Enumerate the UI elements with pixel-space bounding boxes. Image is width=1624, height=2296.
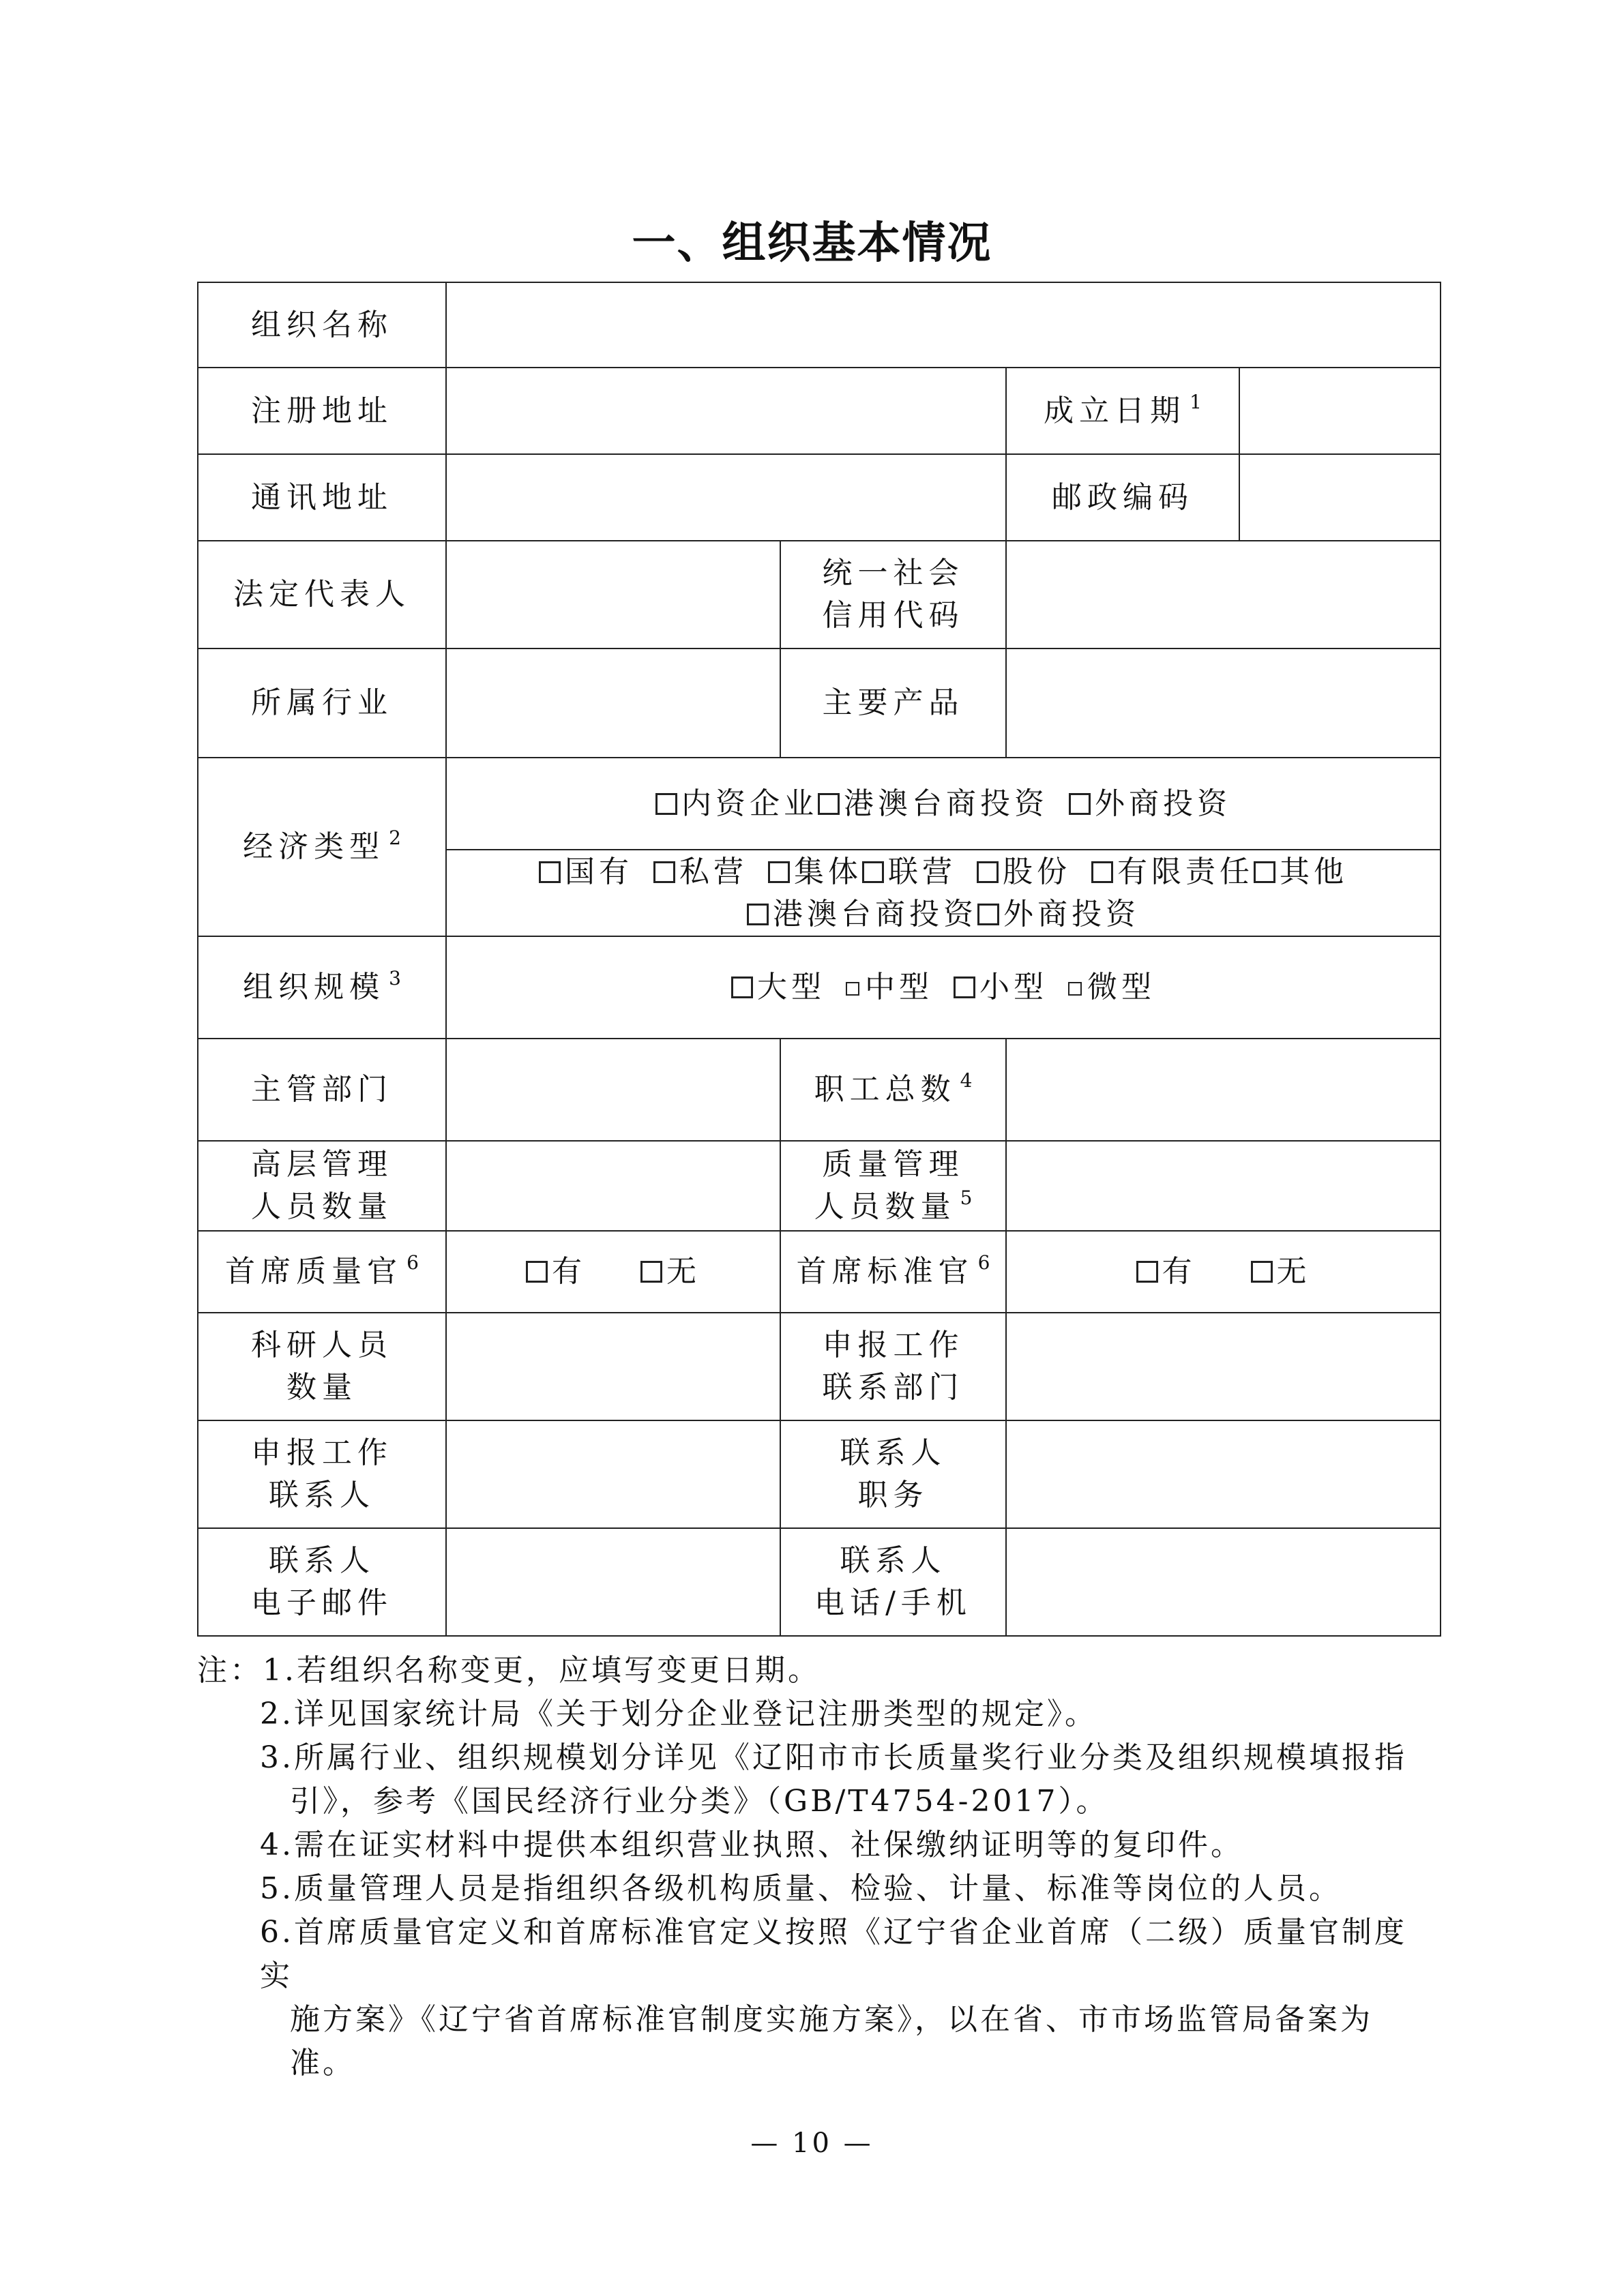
checkbox-icon[interactable]	[747, 904, 769, 925]
option-other[interactable]	[1254, 851, 1348, 893]
footnote-ref-5: 5	[960, 1187, 973, 1209]
option-joint-label: 联营	[888, 854, 956, 889]
label-contact-phone-line2: 电话/手机	[814, 1585, 972, 1620]
checkbox-icon[interactable]	[768, 861, 790, 883]
option-large-label: 大型	[757, 970, 825, 1004]
footnote-ref-3: 3	[389, 967, 401, 989]
checkbox-icon[interactable]	[977, 904, 999, 925]
notes-prefix: 注：	[197, 1653, 263, 1688]
footnote-ref-2: 2	[389, 826, 401, 849]
option-hmt-invest[interactable]	[818, 783, 1048, 825]
label-research-line1: 科研人员	[251, 1328, 393, 1362]
label-senior-mgmt-line2: 人员数量	[251, 1189, 393, 1224]
contact-title-field[interactable]	[1006, 1420, 1441, 1528]
option-cqo-yes[interactable]	[526, 1251, 586, 1293]
option-micro[interactable]	[1068, 966, 1155, 1009]
option-cso-yes-label: 有	[1162, 1254, 1196, 1289]
label-legal-rep: 法定代表人	[198, 541, 446, 648]
label-staff-total-text: 职工总数	[814, 1072, 956, 1107]
contact-phone-field[interactable]	[1006, 1528, 1441, 1636]
label-econ-type	[198, 758, 446, 936]
checkbox-icon[interactable]	[954, 976, 975, 998]
footnote-3-line1: 3.所属行业、组织规模划分详见《辽阳市市长质量奖行业分类及组织规模填报指	[260, 1740, 1407, 1775]
org-info-table	[197, 282, 1441, 1637]
option-cqo-no[interactable]	[640, 1251, 700, 1293]
option-collective-label: 集体	[794, 854, 862, 889]
footnote-6-line1: 6.首席质量官定义和首席标准官定义按照《辽宁省企业首席（二级）质量官制度实	[260, 1915, 1407, 1993]
label-quality-mgmt-line2	[781, 1186, 1005, 1228]
option-micro-label: 微型	[1087, 970, 1155, 1004]
footnote-6	[197, 1911, 1425, 2085]
checkbox-icon[interactable]	[862, 861, 884, 883]
label-research-line2: 数量	[286, 1370, 357, 1405]
row-org-scale	[198, 936, 1441, 1039]
option-cso-yes[interactable]	[1136, 1251, 1196, 1293]
label-contact-email-line1: 联系人	[269, 1543, 375, 1578]
label-cso	[780, 1231, 1006, 1313]
row-apply-contact	[198, 1420, 1441, 1528]
option-limited-liability-label: 有限责任	[1117, 854, 1254, 889]
checkbox-icon[interactable]	[526, 1261, 548, 1283]
footnote-3	[197, 1736, 1425, 1823]
reg-address-field[interactable]	[446, 368, 1006, 454]
row-reg-address	[198, 368, 1441, 454]
option-medium-label: 中型	[865, 970, 933, 1004]
label-contact-title-line2: 职务	[857, 1478, 929, 1512]
option-domestic-label: 内资企业	[681, 786, 818, 821]
label-contact-phone-line1: 联系人	[840, 1543, 947, 1578]
label-contact-phone	[780, 1528, 1006, 1636]
footnote-1-line1: 1.若组织名称变更，应填写变更日期。	[263, 1653, 821, 1688]
found-date-field[interactable]	[1239, 368, 1441, 454]
label-org-scale	[198, 936, 446, 1039]
checkbox-icon[interactable]	[1254, 861, 1275, 883]
option-medium[interactable]	[846, 966, 933, 1009]
label-quality-mgmt-line1: 质量管理	[822, 1147, 964, 1182]
senior-mgmt-field[interactable]	[446, 1141, 780, 1231]
footnote-6-line2: 施方案》《辽宁省首席标准官制度实施方案》，以在省、市市场监管局备案为	[290, 2002, 1373, 2037]
row-industry	[198, 648, 1441, 758]
label-contact-title-line1: 联系人	[840, 1435, 947, 1470]
checkbox-icon[interactable]	[653, 861, 675, 883]
page-title: 一、组织基本情况	[632, 218, 992, 269]
option-domestic[interactable]	[655, 783, 818, 825]
label-apply-contact-line1: 申报工作	[251, 1435, 393, 1470]
option-state-owned-label: 国有	[565, 854, 633, 889]
label-found-date	[1006, 368, 1239, 454]
label-mail-address: 通讯地址	[198, 454, 446, 541]
option-private-label: 私营	[679, 854, 748, 889]
checkbox-icon[interactable]	[655, 793, 677, 815]
row-senior-mgmt	[198, 1141, 1441, 1231]
checkbox-icon[interactable]	[977, 861, 999, 883]
apply-contact-field[interactable]	[446, 1420, 780, 1528]
label-apply-contact	[198, 1420, 446, 1528]
label-credit-code-line2: 信用代码	[822, 598, 964, 633]
checkbox-icon[interactable]	[1068, 982, 1082, 996]
row-supervisor	[198, 1039, 1441, 1141]
option-small[interactable]	[954, 966, 1048, 1009]
label-industry: 所属行业	[198, 648, 446, 758]
footnote-4	[197, 1823, 1425, 1867]
label-postcode: 邮政编码	[1006, 454, 1239, 541]
footnote-5	[197, 1867, 1425, 1911]
row-chief-officers	[198, 1231, 1441, 1313]
label-credit-code	[780, 541, 1006, 648]
checkbox-icon[interactable]	[731, 976, 753, 998]
option-shareholding[interactable]	[977, 851, 1071, 893]
option-hmt-invest-label: 港澳台商投资	[844, 786, 1048, 821]
label-supervisor: 主管部门	[198, 1039, 446, 1141]
footnote-ref-6b: 6	[977, 1251, 990, 1274]
footnote-ref-4: 4	[960, 1069, 973, 1092]
label-main-product: 主要产品	[780, 648, 1006, 758]
label-contact-title	[780, 1420, 1006, 1528]
checkbox-icon[interactable]	[846, 982, 859, 996]
option-hmt-invest-2[interactable]	[747, 893, 977, 936]
label-senior-mgmt	[198, 1141, 446, 1231]
checkbox-icon[interactable]	[1069, 793, 1091, 815]
checkbox-icon[interactable]	[818, 793, 840, 815]
checkbox-icon[interactable]	[539, 861, 561, 883]
label-research	[198, 1313, 446, 1420]
footnote-2-line1: 2.详见国家统计局《关于划分企业登记注册类型的规定》。	[260, 1697, 1097, 1731]
label-cqo	[198, 1231, 446, 1313]
option-other-label: 其他	[1280, 854, 1348, 889]
option-collective[interactable]	[768, 851, 862, 893]
quality-mgmt-field[interactable]	[1006, 1141, 1441, 1231]
row-mail-address	[198, 454, 1441, 541]
label-contact-email	[198, 1528, 446, 1636]
label-senior-mgmt-line1: 高层管理	[251, 1147, 393, 1182]
capital-source-options	[446, 758, 1441, 850]
row-econ-type-a	[198, 758, 1441, 850]
org-name-field[interactable]	[446, 282, 1441, 368]
page-number: — 10 —	[750, 2128, 874, 2159]
apply-dept-field[interactable]	[1006, 1313, 1441, 1420]
label-cso-text: 首席标准官	[796, 1254, 974, 1289]
label-org-scale-text: 组织规模	[243, 970, 385, 1004]
footnote-5-line1: 5.质量管理人员是指组织各级机构质量、检验、计量、标准等岗位的人员。	[260, 1871, 1342, 1906]
cqo-options	[446, 1231, 780, 1313]
checkbox-icon[interactable]	[1251, 1261, 1273, 1283]
contact-email-field[interactable]	[446, 1528, 780, 1636]
option-private[interactable]	[653, 851, 748, 893]
main-product-field[interactable]	[1006, 648, 1441, 758]
label-staff-total	[780, 1039, 1006, 1141]
label-apply-dept	[780, 1313, 1006, 1420]
option-joint[interactable]	[862, 851, 956, 893]
footnote-2	[197, 1693, 1425, 1736]
footnote-3-line2: 引》，参考《国民经济行业分类》（GB/T4754-2017）。	[290, 1784, 1109, 1819]
industry-field[interactable]	[446, 648, 780, 758]
footnote-6-line3: 准。	[290, 2046, 355, 2081]
option-foreign-invest-label: 外商投资	[1095, 786, 1231, 821]
label-credit-code-line1: 统一社会	[822, 556, 964, 591]
option-limited-liability[interactable]	[1091, 851, 1254, 893]
label-org-name: 组织名称	[198, 282, 446, 368]
option-cso-no-label: 无	[1276, 1254, 1311, 1289]
option-foreign-invest-2-label: 外商投资	[1003, 896, 1140, 931]
supervisor-field[interactable]	[446, 1039, 780, 1141]
footnote-1	[197, 1649, 1425, 1693]
checkbox-icon[interactable]	[640, 1261, 662, 1283]
row-org-name	[198, 282, 1441, 368]
option-hmt-invest-2-label: 港澳台商投资	[773, 896, 977, 931]
footnote-ref-1: 1	[1190, 390, 1202, 413]
footnote-4-line1: 4.需在证实材料中提供本组织营业执照、社保缴纳证明等的复印件。	[260, 1828, 1243, 1862]
row-legal-rep	[198, 541, 1441, 648]
checkbox-icon[interactable]	[1136, 1261, 1158, 1283]
label-quality-mgmt-line2-text: 人员数量	[814, 1189, 956, 1224]
staff-total-field[interactable]	[1006, 1039, 1441, 1141]
postcode-field[interactable]	[1239, 454, 1441, 541]
mail-address-field[interactable]	[446, 454, 1006, 541]
footnote-ref-6: 6	[407, 1251, 419, 1274]
option-shareholding-label: 股份	[1003, 854, 1071, 889]
option-large[interactable]	[731, 966, 825, 1009]
option-cso-no[interactable]	[1251, 1251, 1311, 1293]
cso-options	[1006, 1231, 1441, 1313]
row-research	[198, 1313, 1441, 1420]
legal-rep-field[interactable]	[446, 541, 780, 648]
credit-code-field[interactable]	[1006, 541, 1441, 648]
research-field[interactable]	[446, 1313, 780, 1420]
ownership-options	[446, 850, 1441, 936]
label-quality-mgmt	[780, 1141, 1006, 1231]
label-econ-type-text: 经济类型	[243, 829, 385, 864]
ownership-options-row2	[447, 893, 1440, 936]
label-contact-email-line2: 电子邮件	[251, 1585, 393, 1620]
option-cqo-no-label: 无	[666, 1254, 700, 1289]
option-state-owned[interactable]	[539, 851, 633, 893]
label-reg-address: 注册地址	[198, 368, 446, 454]
option-foreign-invest[interactable]	[1069, 783, 1231, 825]
ownership-options-row1	[447, 851, 1440, 893]
option-small-label: 小型	[979, 970, 1048, 1004]
option-cqo-yes-label: 有	[552, 1254, 586, 1289]
label-apply-dept-line1: 申报工作	[822, 1328, 964, 1362]
label-apply-contact-line2: 联系人	[269, 1478, 375, 1512]
scale-options	[446, 936, 1441, 1039]
option-foreign-invest-2[interactable]	[977, 893, 1140, 936]
label-apply-dept-line2: 联系部门	[822, 1370, 964, 1405]
label-found-date-text: 成立日期	[1044, 393, 1186, 428]
label-cqo-text: 首席质量官	[225, 1254, 403, 1289]
row-contact-info	[198, 1528, 1441, 1636]
checkbox-icon[interactable]	[1091, 861, 1113, 883]
footnotes	[197, 1649, 1425, 2085]
